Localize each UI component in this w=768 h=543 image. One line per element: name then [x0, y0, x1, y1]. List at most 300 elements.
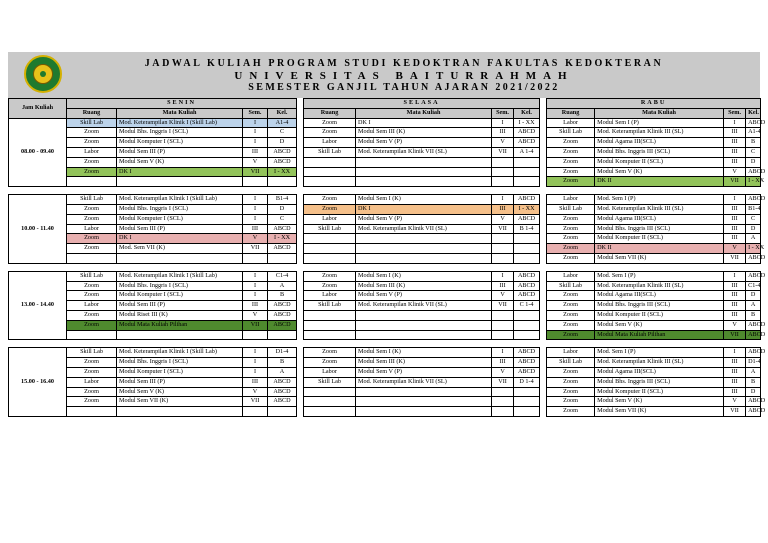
- table-row: [9, 387, 761, 397]
- university-logo: [24, 55, 62, 93]
- group-cell: ABCD: [268, 387, 297, 397]
- column-separator: [540, 407, 547, 417]
- column-separator: [297, 310, 304, 320]
- semester-cell: III: [724, 147, 746, 157]
- room-cell: [304, 253, 356, 263]
- semester-cell: [492, 177, 514, 187]
- group-cell: D: [746, 387, 761, 397]
- room-cell: Zoom: [547, 224, 595, 234]
- slot-gap: [9, 340, 761, 348]
- column-separator: [297, 320, 304, 330]
- course-cell: Mod. Keterampilan Klinik I (Skill Lab): [117, 118, 243, 128]
- course-cell: [117, 407, 243, 417]
- group-cell: ABCD: [514, 358, 540, 368]
- group-cell: ABCD: [746, 407, 761, 417]
- semester-cell: III: [724, 204, 746, 214]
- course-cell: Modul Komputer I (SCL): [117, 367, 243, 377]
- column-separator: [540, 387, 547, 397]
- column-separator: [540, 99, 547, 119]
- column-separator: [297, 291, 304, 301]
- group-cell: I - XX: [746, 244, 761, 254]
- column-separator: [297, 271, 304, 281]
- semester-cell: III: [243, 224, 268, 234]
- column-separator: [297, 301, 304, 311]
- course-cell: Modul Sem V (P): [356, 367, 492, 377]
- course-cell: Modul Komputer II (SCL): [595, 157, 724, 167]
- course-cell: [356, 397, 492, 407]
- room-cell: Zoom: [547, 320, 595, 330]
- course-cell: Modul Bhs. Inggris I (SCL): [117, 281, 243, 291]
- room-cell: Zoom: [67, 281, 117, 291]
- course-cell: Modul Komputer II (SCL): [595, 234, 724, 244]
- course-cell: Modul Sem III (K): [356, 358, 492, 368]
- room-cell: Zoom: [67, 244, 117, 254]
- semester-cell: VII: [492, 224, 514, 234]
- room-cell: Zoom: [304, 348, 356, 358]
- course-cell: Modul Komputer II (SCL): [595, 387, 724, 397]
- semester-cell: I: [243, 118, 268, 128]
- room-cell: Zoom: [67, 214, 117, 224]
- column-separator: [297, 147, 304, 157]
- group-cell: ABCD: [746, 320, 761, 330]
- group-cell: A: [746, 234, 761, 244]
- group-cell: ABCD: [514, 138, 540, 148]
- group-cell: B1-4: [746, 204, 761, 214]
- table-row: [9, 177, 761, 187]
- column-separator: [297, 407, 304, 417]
- room-cell: [304, 407, 356, 417]
- group-cell: C: [268, 214, 297, 224]
- group-cell: ABCD: [746, 195, 761, 205]
- column-separator: [297, 397, 304, 407]
- room-cell: Skill Lab: [67, 195, 117, 205]
- column-separator: [297, 253, 304, 263]
- column-separator: [540, 167, 547, 177]
- course-cell: Modul Sem I (K): [356, 348, 492, 358]
- group-cell: ABCD: [514, 367, 540, 377]
- group-cell: ABCD: [746, 253, 761, 263]
- semester-cell: V: [492, 367, 514, 377]
- course-cell: [356, 157, 492, 167]
- room-cell: Zoom: [304, 204, 356, 214]
- course-cell: [356, 407, 492, 417]
- room-cell: [304, 157, 356, 167]
- course-cell: Mod. Keterampilan Klinik I (Skill Lab): [117, 271, 243, 281]
- semester-cell: III: [724, 138, 746, 148]
- day-header-senin: SENIN: [67, 99, 297, 109]
- column-separator: [297, 118, 304, 128]
- column-separator: [540, 128, 547, 138]
- group-cell: D: [746, 157, 761, 167]
- room-cell: Zoom: [547, 147, 595, 157]
- course-cell: DK I: [117, 234, 243, 244]
- table-row: [9, 214, 761, 224]
- course-cell: Modul Sem V (P): [356, 291, 492, 301]
- semester-cell: I: [243, 128, 268, 138]
- course-cell: Modul Sem I (K): [356, 271, 492, 281]
- semester-cell: [492, 397, 514, 407]
- room-cell: Zoom: [547, 167, 595, 177]
- course-cell: [356, 167, 492, 177]
- course-cell: [356, 387, 492, 397]
- semester-cell: [492, 330, 514, 340]
- room-cell: Zoom: [547, 301, 595, 311]
- group-cell: C1-4: [268, 271, 297, 281]
- group-cell: D1-4: [268, 348, 297, 358]
- semester-cell: V: [243, 387, 268, 397]
- group-cell: B1-4: [268, 195, 297, 205]
- course-cell: Modul Sem III (P): [117, 377, 243, 387]
- column-separator: [540, 367, 547, 377]
- room-cell: Zoom: [547, 253, 595, 263]
- semester-cell: III: [724, 310, 746, 320]
- logo-center: [40, 71, 46, 77]
- course-cell: Modul Bhs. Inggris III (SCL): [595, 224, 724, 234]
- course-cell: Modul Sem V (K): [117, 157, 243, 167]
- course-cell: DK II: [595, 244, 724, 254]
- semester-cell: VII: [492, 147, 514, 157]
- group-cell: ABCD: [268, 157, 297, 167]
- group-cell: B 1-4: [514, 224, 540, 234]
- course-cell: Modul Sem III (P): [117, 301, 243, 311]
- course-cell: DK I: [356, 204, 492, 214]
- course-cell: Modul Sem V (P): [356, 138, 492, 148]
- column-header: Sem.: [243, 108, 268, 118]
- room-cell: Zoom: [304, 358, 356, 368]
- semester-cell: VII: [243, 320, 268, 330]
- course-cell: Modul Sem VII (K): [595, 407, 724, 417]
- semester-cell: VII: [724, 253, 746, 263]
- column-separator: [540, 177, 547, 187]
- group-cell: ABCD: [746, 397, 761, 407]
- column-separator: [540, 281, 547, 291]
- group-cell: C 1-4: [514, 301, 540, 311]
- course-cell: Modul Bhs. Inggris I (SCL): [117, 204, 243, 214]
- semester-cell: [492, 167, 514, 177]
- time-slot-label: 10.00 - 11.40: [9, 195, 67, 264]
- group-cell: D: [268, 204, 297, 214]
- room-cell: Skill Lab: [547, 358, 595, 368]
- semester-cell: III: [724, 387, 746, 397]
- group-cell: I - XX: [514, 204, 540, 214]
- table-row: [9, 224, 761, 234]
- table-row: [9, 397, 761, 407]
- semester-cell: VII: [243, 244, 268, 254]
- room-cell: Zoom: [547, 244, 595, 254]
- room-cell: [304, 320, 356, 330]
- group-cell: A1-4: [268, 118, 297, 128]
- semester-cell: V: [492, 214, 514, 224]
- table-row: [9, 128, 761, 138]
- room-cell: Zoom: [547, 407, 595, 417]
- semester-cell: I: [724, 271, 746, 281]
- group-cell: [514, 330, 540, 340]
- room-cell: Zoom: [547, 138, 595, 148]
- table-row: [9, 195, 761, 205]
- room-cell: Skill Lab: [67, 118, 117, 128]
- course-cell: [356, 320, 492, 330]
- column-separator: [297, 99, 304, 119]
- room-cell: Zoom: [67, 157, 117, 167]
- semester-cell: [492, 320, 514, 330]
- room-cell: [304, 177, 356, 187]
- semester-cell: V: [724, 397, 746, 407]
- semester-cell: III: [724, 301, 746, 311]
- semester-cell: III: [724, 281, 746, 291]
- course-cell: Modul Sem V (K): [595, 167, 724, 177]
- semester-cell: VII: [492, 301, 514, 311]
- semester-cell: [492, 407, 514, 417]
- room-cell: Labor: [304, 367, 356, 377]
- semester-cell: VII: [492, 377, 514, 387]
- document-header: [8, 52, 760, 98]
- group-cell: [514, 387, 540, 397]
- group-cell: ABCD: [268, 377, 297, 387]
- group-cell: D 1-4: [514, 377, 540, 387]
- room-cell: Labor: [304, 138, 356, 148]
- column-separator: [540, 330, 547, 340]
- room-cell: Labor: [547, 118, 595, 128]
- semester-cell: III: [492, 281, 514, 291]
- semester-cell: [492, 310, 514, 320]
- course-cell: [356, 330, 492, 340]
- group-cell: ABCD: [514, 214, 540, 224]
- column-separator: [540, 348, 547, 358]
- group-cell: ABCD: [268, 397, 297, 407]
- logo-emblem: [33, 64, 53, 84]
- column-separator: [297, 224, 304, 234]
- table-row: [9, 281, 761, 291]
- course-cell: Modul Agama III(SCL): [595, 138, 724, 148]
- course-cell: Mod. Keterampilan Klinik VII (SL): [356, 224, 492, 234]
- group-cell: A: [746, 301, 761, 311]
- column-separator: [540, 118, 547, 128]
- room-cell: Labor: [67, 377, 117, 387]
- column-separator: [297, 348, 304, 358]
- table-row: [9, 167, 761, 177]
- semester-cell: [243, 177, 268, 187]
- column-header: Ruang: [67, 108, 117, 118]
- course-cell: Modul Sem III (P): [117, 147, 243, 157]
- semester-cell: I: [243, 138, 268, 148]
- group-cell: ABCD: [268, 147, 297, 157]
- group-cell: ABCD: [514, 291, 540, 301]
- table-row: [9, 138, 761, 148]
- table-row: [9, 348, 761, 358]
- course-cell: Mod. Keterampilan Klinik VII (SL): [356, 301, 492, 311]
- course-cell: Mod. Keterampilan Klinik VII (SL): [356, 147, 492, 157]
- jam-kuliah-header: Jam Kuliah: [9, 99, 67, 119]
- room-cell: Zoom: [547, 377, 595, 387]
- column-separator: [540, 271, 547, 281]
- column-separator: [297, 281, 304, 291]
- course-cell: Modul Sem III (P): [117, 224, 243, 234]
- column-header: Mata Kuliah: [595, 108, 724, 118]
- table-row: [9, 358, 761, 368]
- column-header: Kel.: [514, 108, 540, 118]
- column-separator: [297, 138, 304, 148]
- room-cell: Labor: [547, 195, 595, 205]
- schedule-table: [8, 98, 766, 417]
- semester-cell: I: [243, 281, 268, 291]
- course-cell: [356, 244, 492, 254]
- room-cell: Skill Lab: [304, 377, 356, 387]
- semester-cell: III: [243, 147, 268, 157]
- column-separator: [540, 310, 547, 320]
- room-cell: Labor: [547, 271, 595, 281]
- room-cell: Skill Lab: [67, 271, 117, 281]
- semester-cell: VII: [243, 397, 268, 407]
- course-cell: Mod. Sem I (P): [595, 271, 724, 281]
- group-cell: [268, 177, 297, 187]
- semester-cell: V: [243, 234, 268, 244]
- semester-cell: I: [243, 195, 268, 205]
- course-cell: [117, 330, 243, 340]
- course-cell: Modul Komputer I (SCL): [117, 291, 243, 301]
- course-cell: DK I: [117, 167, 243, 177]
- column-separator: [297, 157, 304, 167]
- column-header: Mata Kuliah: [117, 108, 243, 118]
- semester-cell: I: [724, 118, 746, 128]
- semester-cell: [492, 157, 514, 167]
- room-cell: Skill Lab: [547, 204, 595, 214]
- group-cell: B: [746, 310, 761, 320]
- course-cell: Modul Komputer I (SCL): [117, 214, 243, 224]
- gap-cell: [9, 263, 761, 271]
- semester-cell: I: [724, 348, 746, 358]
- column-header: Kel.: [746, 108, 761, 118]
- room-cell: [67, 253, 117, 263]
- room-cell: Zoom: [547, 397, 595, 407]
- semester-cell: V: [243, 310, 268, 320]
- semester-cell: I: [492, 348, 514, 358]
- day-header-selasa: SELASA: [304, 99, 540, 109]
- column-separator: [297, 204, 304, 214]
- semester-cell: III: [492, 128, 514, 138]
- group-cell: C: [746, 147, 761, 157]
- course-cell: Modul Bhs. Inggris I (SCL): [117, 128, 243, 138]
- group-cell: ABCD: [746, 271, 761, 281]
- course-cell: [117, 177, 243, 187]
- group-cell: ABCD: [746, 167, 761, 177]
- group-cell: [268, 330, 297, 340]
- column-separator: [540, 234, 547, 244]
- group-cell: ABCD: [268, 301, 297, 311]
- semester-cell: VII: [724, 177, 746, 187]
- semester-cell: [243, 253, 268, 263]
- table-row: [9, 253, 761, 263]
- group-cell: D1-4: [746, 358, 761, 368]
- room-cell: [304, 244, 356, 254]
- course-cell: [356, 253, 492, 263]
- semester-cell: V: [724, 320, 746, 330]
- header-row-columns: [9, 108, 761, 118]
- course-cell: Modul Sem V (K): [595, 397, 724, 407]
- course-cell: Modul Sem III (K): [356, 128, 492, 138]
- room-cell: [304, 310, 356, 320]
- course-cell: Modul Riset III (K): [117, 310, 243, 320]
- semester-cell: [492, 253, 514, 263]
- gap-cell: [9, 187, 761, 195]
- room-cell: Skill Lab: [304, 301, 356, 311]
- course-cell: [117, 253, 243, 263]
- semester-cell: [492, 244, 514, 254]
- room-cell: Labor: [304, 291, 356, 301]
- room-cell: Zoom: [67, 387, 117, 397]
- column-separator: [540, 358, 547, 368]
- group-cell: C: [268, 128, 297, 138]
- slot-gap: [9, 187, 761, 195]
- semester-cell: III: [492, 204, 514, 214]
- semester-cell: III: [492, 358, 514, 368]
- course-cell: Modul Sem V (K): [117, 387, 243, 397]
- semester-cell: I: [243, 214, 268, 224]
- day-header-rabu: RABU: [547, 99, 761, 109]
- semester-cell: V: [724, 167, 746, 177]
- course-cell: Modul Agama III(SCL): [595, 214, 724, 224]
- table-row: [9, 301, 761, 311]
- table-row: [9, 118, 761, 128]
- course-cell: Modul Komputer II (SCL): [595, 310, 724, 320]
- group-cell: ABCD: [268, 310, 297, 320]
- table-row: [9, 271, 761, 281]
- room-cell: Zoom: [67, 128, 117, 138]
- column-separator: [540, 147, 547, 157]
- semester-cell: I: [243, 348, 268, 358]
- group-cell: ABCD: [746, 348, 761, 358]
- column-separator: [297, 387, 304, 397]
- course-cell: Modul Bhs. Inggris III (SCL): [595, 301, 724, 311]
- slot-gap: [9, 263, 761, 271]
- course-cell: [356, 234, 492, 244]
- course-cell: Mod. Sem VII (K): [117, 244, 243, 254]
- gap-cell: [9, 340, 761, 348]
- course-cell: Mod. Keterampilan Klinik III (SL): [595, 204, 724, 214]
- group-cell: ABCD: [514, 128, 540, 138]
- group-cell: A: [268, 281, 297, 291]
- group-cell: [514, 407, 540, 417]
- room-cell: Zoom: [547, 234, 595, 244]
- course-cell: Mod. Keterampilan Klinik III (SL): [595, 281, 724, 291]
- semester-cell: I: [243, 204, 268, 214]
- room-cell: Skill Lab: [547, 281, 595, 291]
- room-cell: Zoom: [67, 291, 117, 301]
- room-cell: Zoom: [67, 397, 117, 407]
- group-cell: B: [268, 291, 297, 301]
- semester-cell: III: [724, 367, 746, 377]
- group-cell: B: [746, 377, 761, 387]
- room-cell: Zoom: [67, 204, 117, 214]
- group-cell: [514, 157, 540, 167]
- table-row: [9, 204, 761, 214]
- column-separator: [297, 234, 304, 244]
- group-cell: A 1-4: [514, 147, 540, 157]
- column-separator: [297, 195, 304, 205]
- title-line-3: SEMESTER GANJIL TAHUN AJARAN 2021/2022: [248, 82, 560, 93]
- group-cell: C1-4: [746, 281, 761, 291]
- semester-cell: III: [724, 214, 746, 224]
- table-row: [9, 330, 761, 340]
- semester-cell: [243, 330, 268, 340]
- course-cell: Mod. Keterampilan Klinik VII (SL): [356, 377, 492, 387]
- table-row: [9, 310, 761, 320]
- room-cell: [304, 234, 356, 244]
- table-row: [9, 367, 761, 377]
- room-cell: Skill Lab: [67, 348, 117, 358]
- semester-cell: III: [243, 301, 268, 311]
- column-separator: [297, 177, 304, 187]
- column-separator: [540, 244, 547, 254]
